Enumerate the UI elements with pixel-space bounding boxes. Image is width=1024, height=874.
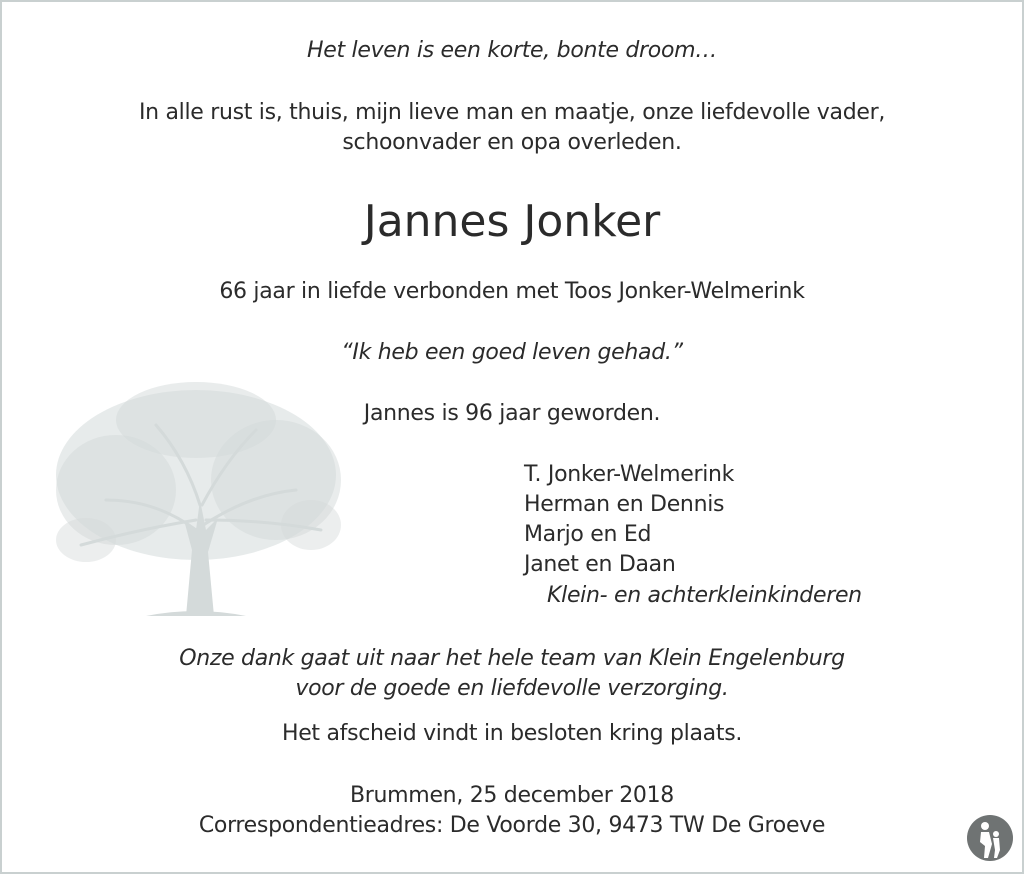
family-member: Marjo en Ed xyxy=(524,522,652,547)
deceased-name: Jannes Jonker xyxy=(363,196,661,247)
grandchildren: Klein- en achterkleinkinderen xyxy=(547,583,862,608)
intro-line-1: In alle rust is, thuis, mijn lieve man en maatje, onze liefdevolle vader, xyxy=(138,100,886,125)
address: Correspondentieadres: De Voorde 30, 9473 TW De Groeve xyxy=(198,813,826,838)
family-member: Janet en Daan xyxy=(524,552,676,577)
marriage-line: 66 jaar in liefde verbonden met Toos Jonker-Welmerink xyxy=(219,279,805,304)
tree-illustration xyxy=(46,380,346,620)
age-line: Jannes is 96 jaar geworden. xyxy=(363,401,661,426)
place-date: Brummen, 25 december 2018 xyxy=(350,783,674,808)
farewell-line: Het afscheid vindt in besloten kring plaats. xyxy=(281,721,743,746)
thanks-line-1: Onze dank gaat uit naar het hele team van Klein Engelenburg xyxy=(179,646,845,671)
thanks-line-2: voor de goede en liefdevolle verzorging. xyxy=(295,676,729,701)
intro-line-2: schoonvader en opa overleden. xyxy=(342,130,682,155)
quote: “Ik heb een goed leven gehad.” xyxy=(341,340,683,365)
motto: Het leven is een korte, bonte droom… xyxy=(307,38,717,63)
family-member: T. Jonker-Welmerink xyxy=(524,462,735,487)
family-member: Herman en Dennis xyxy=(524,492,725,517)
memorial-logo-icon[interactable] xyxy=(966,814,1014,862)
